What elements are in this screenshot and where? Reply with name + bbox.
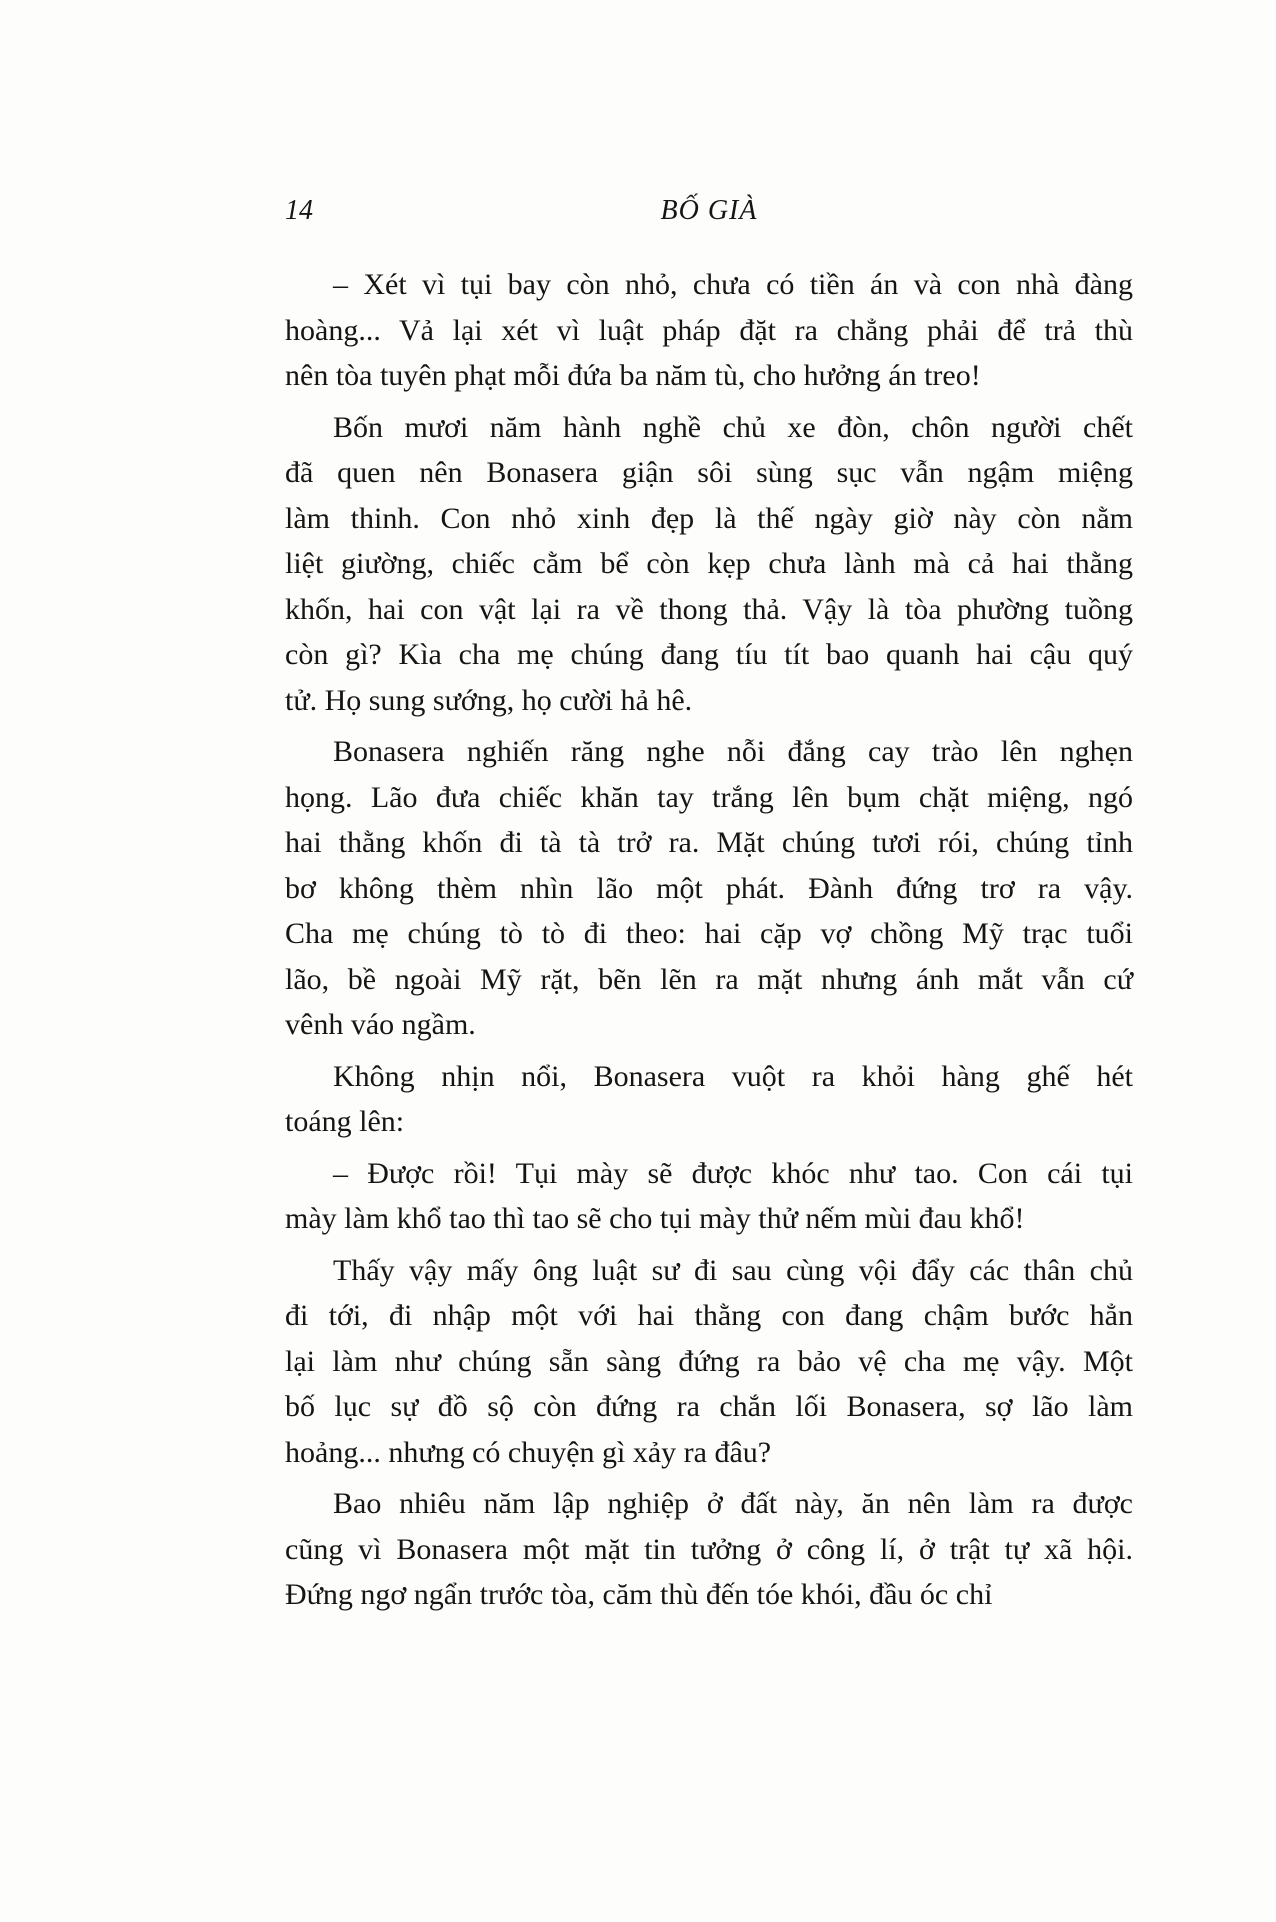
text-line: Không nhịn nổi, Bonasera vuột ra khỏi hàng ghế hét [333, 1059, 1133, 1093]
text-line: làm thinh. Con nhỏ xinh đẹp là thế ngày giờ này còn nằm [285, 501, 1133, 535]
text-line: bơ không thèm nhìn lão một phát. Đành đứng trơ ra vậy. [285, 871, 1133, 905]
body-text [285, 262, 1133, 1618]
text-line: hoàng... Vả lại xét vì luật pháp đặt ra chẳng phải để trả thù [285, 313, 1133, 347]
text-line: đi tới, đi nhập một với hai thằng con đang chậm bước hẳn [285, 1299, 1133, 1332]
text-line: lão, bề ngoài Mỹ rặt, bẽn lẽn ra mặt nhưng ánh mắt vẫn cứ [285, 962, 1133, 996]
text-line: khốn, hai con vật lại ra về thong thả. Vậy là tòa phường tuồng [285, 592, 1133, 626]
paragraph [285, 729, 1133, 1048]
text-line: Bao nhiêu năm lập nghiệp ở đất này, ăn nên làm ra được [333, 1487, 1133, 1520]
text-line: Bốn mươi năm hành nghề chủ xe đòn, chôn người chết [333, 410, 1133, 444]
text-line: nên tòa tuyên phạt mỗi đứa ba năm tù, cho hưởng án treo! [285, 359, 981, 392]
text-line: lại làm như chúng sẵn sàng đứng ra bảo vệ cha mẹ vậy. Một [285, 1344, 1133, 1378]
paragraph [285, 405, 1133, 724]
text-line: liệt giường, chiếc cằm bể còn kẹp chưa lành mà cả hai thằng [285, 547, 1133, 580]
text-line: còn gì? Kìa cha mẹ chúng đang tíu tít bao quanh hai cậu quý [285, 638, 1133, 671]
paragraph [285, 1481, 1133, 1618]
running-title: BỐ GIÀ [660, 195, 758, 226]
text-line: vênh váo ngầm. [285, 1008, 476, 1041]
text-line: cũng vì Bonasera một mặt tin tưởng ở công lí, ở trật tự xã hội. [285, 1532, 1133, 1566]
text-line: bố lục sự đồ sộ còn đứng ra chắn lối Bonasera, sợ lão làm [285, 1390, 1133, 1423]
paragraph [285, 1151, 1133, 1242]
text-line: tử. Họ sung sướng, họ cười hả hê. [285, 683, 693, 717]
text-line: toáng lên: [285, 1105, 405, 1138]
page-number: 14 [285, 195, 313, 226]
text-line: Đứng ngơ ngẩn trước tòa, căm thù đến tóe khói, đầu óc chỉ [285, 1578, 993, 1611]
text-line: họng. Lão đưa chiếc khăn tay trắng lên bụm chặt miệng, ngó [285, 780, 1133, 814]
text-line: hoảng... nhưng có chuyện gì xảy ra đâu? [285, 1435, 772, 1469]
text-line: Thấy vậy mấy ông luật sư đi sau cùng vội đẩy các thân chủ [333, 1253, 1133, 1287]
text-line: – Được rồi! Tụi mày sẽ được khóc như tao. Con cái tụi [333, 1156, 1133, 1190]
paragraph [285, 262, 1133, 399]
text-line: – Xét vì tụi bay còn nhỏ, chưa có tiền án và con nhà đàng [333, 268, 1133, 301]
paragraph [285, 1248, 1133, 1476]
text-line: đã quen nên Bonasera giận sôi sùng sục vẫn ngậm miệng [285, 456, 1133, 489]
page-header [285, 194, 1133, 228]
paragraph [285, 1054, 1133, 1145]
text-line: Bonasera nghiến răng nghe nỗi đắng cay trào lên nghẹn [333, 735, 1133, 768]
text-line: hai thằng khốn đi tà tà trở ra. Mặt chúng tươi rói, chúng tỉnh [285, 826, 1133, 859]
text-line: mày làm khổ tao thì tao sẽ cho tụi mày thử nếm mùi đau khổ! [285, 1202, 1025, 1235]
text-line: Cha mẹ chúng tò tò đi theo: hai cặp vợ chồng Mỹ trạc tuổi [285, 917, 1133, 950]
